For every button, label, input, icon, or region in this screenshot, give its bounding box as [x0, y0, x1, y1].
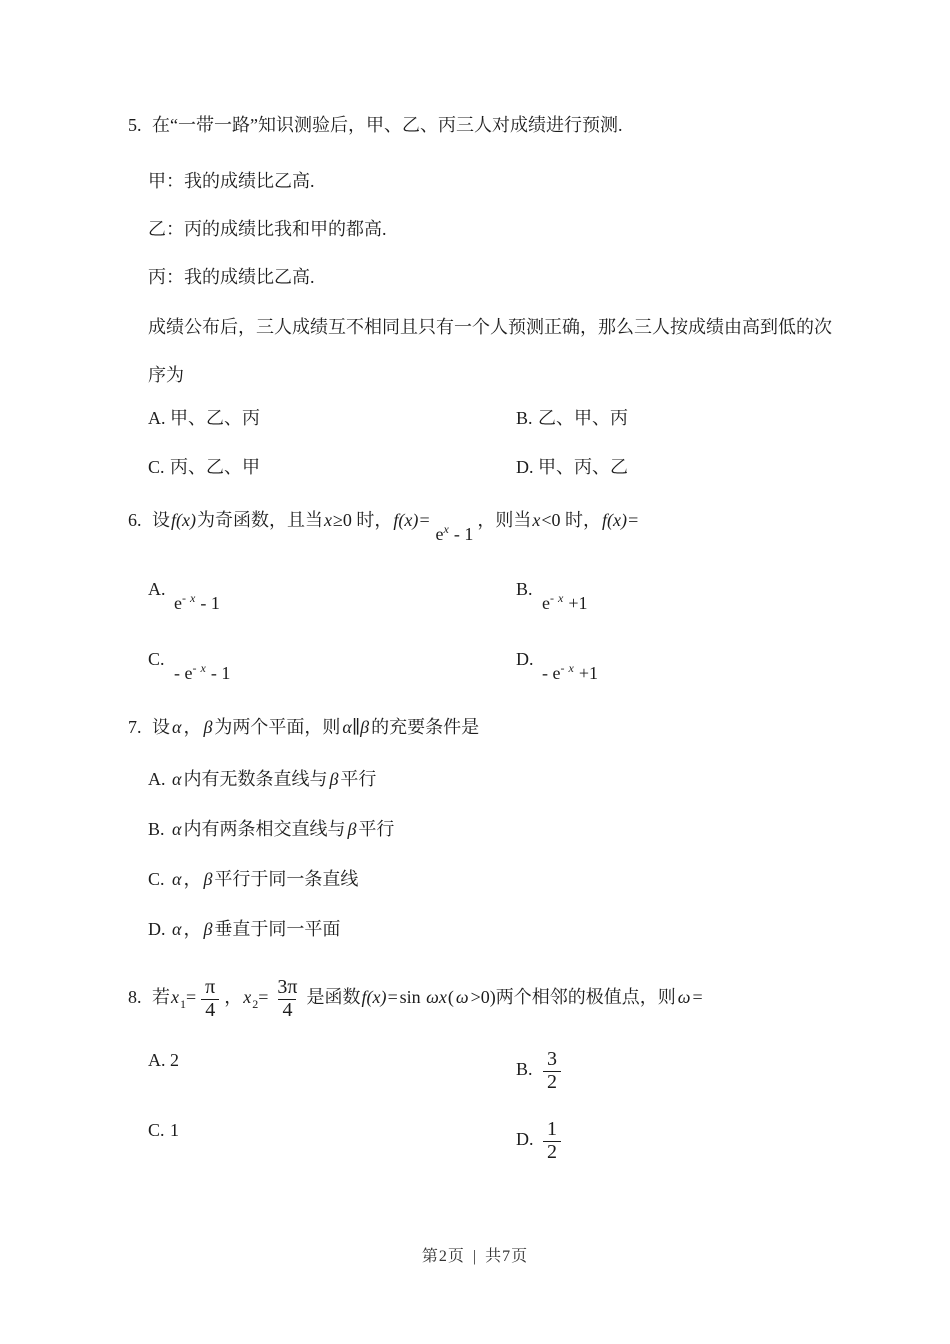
question-5-number: 5. [128, 115, 142, 135]
conclusion-text: 序为 [148, 365, 184, 385]
math-rest: +1 [563, 593, 588, 613]
question-7-option-a [148, 768, 376, 792]
option-label: C. [148, 869, 165, 889]
math-sign: - [542, 663, 553, 683]
math-fx: f(x) [171, 510, 196, 530]
math-superscript: - x [550, 591, 564, 605]
fraction-denominator: 4 [278, 999, 296, 1022]
question-5-statement-bing [148, 266, 315, 290]
question-8-option-b [516, 1049, 566, 1093]
question-5-option-a [148, 407, 260, 431]
question-8-option-d [516, 1119, 566, 1163]
option-text: 1 [170, 1120, 179, 1140]
math-equals: = [692, 987, 703, 1008]
stem-text: >0) [470, 987, 496, 1008]
stem-text: 设 [152, 510, 170, 530]
option-label: C. [148, 1120, 165, 1140]
stem-text: ，则当 [477, 510, 532, 530]
option-label: C. [148, 649, 165, 669]
option-text: 内有无数条直线与 [183, 769, 328, 789]
question-5-statement-jia [148, 170, 315, 194]
math-expression-ex-minus-1 [436, 522, 474, 547]
question-7-option-b [148, 818, 394, 842]
math-expression [174, 591, 220, 616]
fraction-denominator: 2 [543, 1071, 561, 1094]
question-7-option-d [148, 918, 340, 942]
question-6-option-c [148, 648, 234, 686]
question-6-option-d [516, 648, 602, 686]
footer-page-number: 第2页 [421, 1248, 465, 1265]
math-superscript: x [443, 522, 450, 536]
math-base: e [435, 524, 444, 544]
question-7-option-c [148, 868, 358, 892]
fraction-denominator: 4 [201, 999, 219, 1022]
option-text: 甲、乙、丙 [170, 408, 260, 428]
stem-text: 是函数 [306, 987, 361, 1008]
option-label: B. [148, 819, 165, 839]
math-subscript: 2 [252, 996, 259, 1011]
math-base: e [174, 593, 182, 613]
math-x: x [171, 987, 179, 1008]
option-label: A. [148, 579, 166, 599]
statement-text: 乙：丙的成绩比我和甲的都高. [148, 219, 387, 239]
stem-text: ( [447, 987, 454, 1008]
math-omega: ω [677, 987, 691, 1008]
math-alpha: α [172, 819, 182, 839]
question-6-option-a [148, 578, 224, 616]
option-label: A. [148, 1050, 166, 1070]
math-superscript: - x [192, 661, 207, 675]
math-superscript: - x [182, 591, 196, 605]
fraction-numerator: 3 [547, 1048, 557, 1070]
stem-text: 为奇函数，且当 [196, 510, 323, 530]
math-rest: +1 [574, 663, 598, 683]
math-expression [542, 591, 587, 616]
fraction-numerator: 1 [547, 1118, 557, 1140]
question-8-stem [128, 977, 703, 1021]
math-alpha: α [172, 869, 182, 889]
question-6-stem [128, 509, 640, 547]
option-label: D. [516, 457, 534, 477]
question-5-conclusion-line1 [148, 316, 832, 340]
math-x: x [532, 510, 541, 530]
math-expression [174, 661, 230, 686]
math-expression [542, 661, 598, 686]
question-5-option-d [516, 456, 628, 480]
question-7-stem [128, 716, 479, 740]
option-label: D. [148, 919, 166, 939]
option-label: D. [516, 649, 534, 669]
stem-text: ， [183, 717, 202, 737]
fraction-3-over-2 [543, 1049, 561, 1093]
math-base: e [542, 593, 550, 613]
math-omega-x: ωx [426, 987, 447, 1008]
stem-text: 的充要条件是 [371, 717, 480, 737]
option-text: 甲、丙、乙 [538, 457, 628, 477]
math-fx: f(x)= [393, 510, 431, 530]
option-text: 平行于同一条直线 [214, 869, 359, 889]
question-5-stem [128, 114, 622, 138]
question-5-statement-yi [148, 218, 387, 242]
math-base: e [184, 663, 193, 683]
stem-text: 若 [152, 987, 170, 1008]
option-text: 2 [170, 1050, 179, 1070]
math-beta: β [329, 769, 339, 789]
math-sign: - [174, 663, 185, 683]
question-7-number: 7. [128, 717, 142, 737]
math-sin: sin [399, 987, 426, 1008]
math-subscript: 1 [180, 996, 186, 1011]
fraction-3pi-over-4 [273, 977, 301, 1021]
math-superscript: - x [560, 661, 575, 675]
fraction-denominator: 2 [543, 1141, 561, 1164]
question-5-conclusion-line2 [148, 364, 184, 388]
footer-total-pages: 共7页 [485, 1248, 529, 1265]
stem-text: ， [224, 987, 243, 1008]
stem-text: <0 时， [541, 510, 601, 530]
page-footer [0, 1243, 950, 1266]
math-beta: β [203, 717, 213, 737]
math-fx: f(x)= [601, 510, 640, 530]
fraction-numerator: 3π [277, 976, 298, 998]
option-text: 平行 [358, 819, 395, 839]
footer-separator: | [472, 1248, 478, 1265]
math-x: x [323, 510, 332, 530]
statement-text: 甲：我的成绩比乙高. [148, 171, 315, 191]
math-beta: β [203, 869, 213, 889]
math-beta: β [203, 919, 213, 939]
option-label: B. [516, 579, 533, 599]
option-label: B. [516, 408, 533, 428]
math-rest: - 1 [195, 593, 220, 613]
math-alpha: α [172, 919, 182, 939]
option-label: D. [516, 1129, 534, 1150]
question-5-option-c [148, 456, 260, 480]
option-label: B. [516, 1059, 533, 1080]
option-text: 内有两条相交直线与 [183, 819, 346, 839]
option-label: A. [148, 408, 166, 428]
math-base: e [552, 663, 561, 683]
question-8-number: 8. [128, 987, 142, 1008]
math-alpha: α [172, 717, 182, 737]
fraction-1-over-2 [543, 1119, 561, 1163]
math-equals: = [186, 987, 197, 1008]
math-alpha: α [172, 769, 182, 789]
option-text: 丙、乙、甲 [170, 457, 260, 477]
stem-text: ≥0 时， [332, 510, 393, 530]
math-rest: - 1 [449, 524, 474, 544]
option-text: ， [183, 919, 202, 939]
question-6-number: 6. [128, 510, 142, 530]
option-text: 乙、甲、丙 [538, 408, 628, 428]
option-text: 垂直于同一平面 [214, 919, 341, 939]
question-6-option-b [516, 578, 591, 616]
option-text: 平行 [340, 769, 377, 789]
math-alpha-parallel-beta: α∥β [342, 717, 370, 737]
question-5-option-b [516, 407, 628, 431]
math-omega: ω [455, 987, 469, 1008]
conclusion-text: 成绩公布后，三人成绩互不相同且只有一个人预测正确，那么三人按成绩由高到低的次 [148, 317, 832, 337]
stem-text: 设 [152, 717, 170, 737]
question-8-option-c [148, 1119, 179, 1143]
math-fx: f(x)= [361, 987, 399, 1008]
option-text: ， [183, 869, 202, 889]
stem-text: 为两个平面，则 [214, 717, 341, 737]
fraction-pi-over-4 [201, 977, 219, 1021]
stem-text: 两个相邻的极值点，则 [495, 987, 676, 1008]
math-beta: β [347, 819, 357, 839]
math-x: x [243, 987, 252, 1008]
fraction-numerator: π [205, 976, 216, 998]
question-8-option-a [148, 1049, 179, 1073]
math-equals: = [258, 987, 269, 1008]
option-label: C. [148, 457, 165, 477]
question-5-stem-text: 在“一带一路”知识测验后，甲、乙、丙三人对成绩进行预测. [152, 115, 623, 135]
statement-text: 丙：我的成绩比乙高. [148, 267, 315, 287]
option-label: A. [148, 769, 166, 789]
math-rest: - 1 [206, 663, 231, 683]
